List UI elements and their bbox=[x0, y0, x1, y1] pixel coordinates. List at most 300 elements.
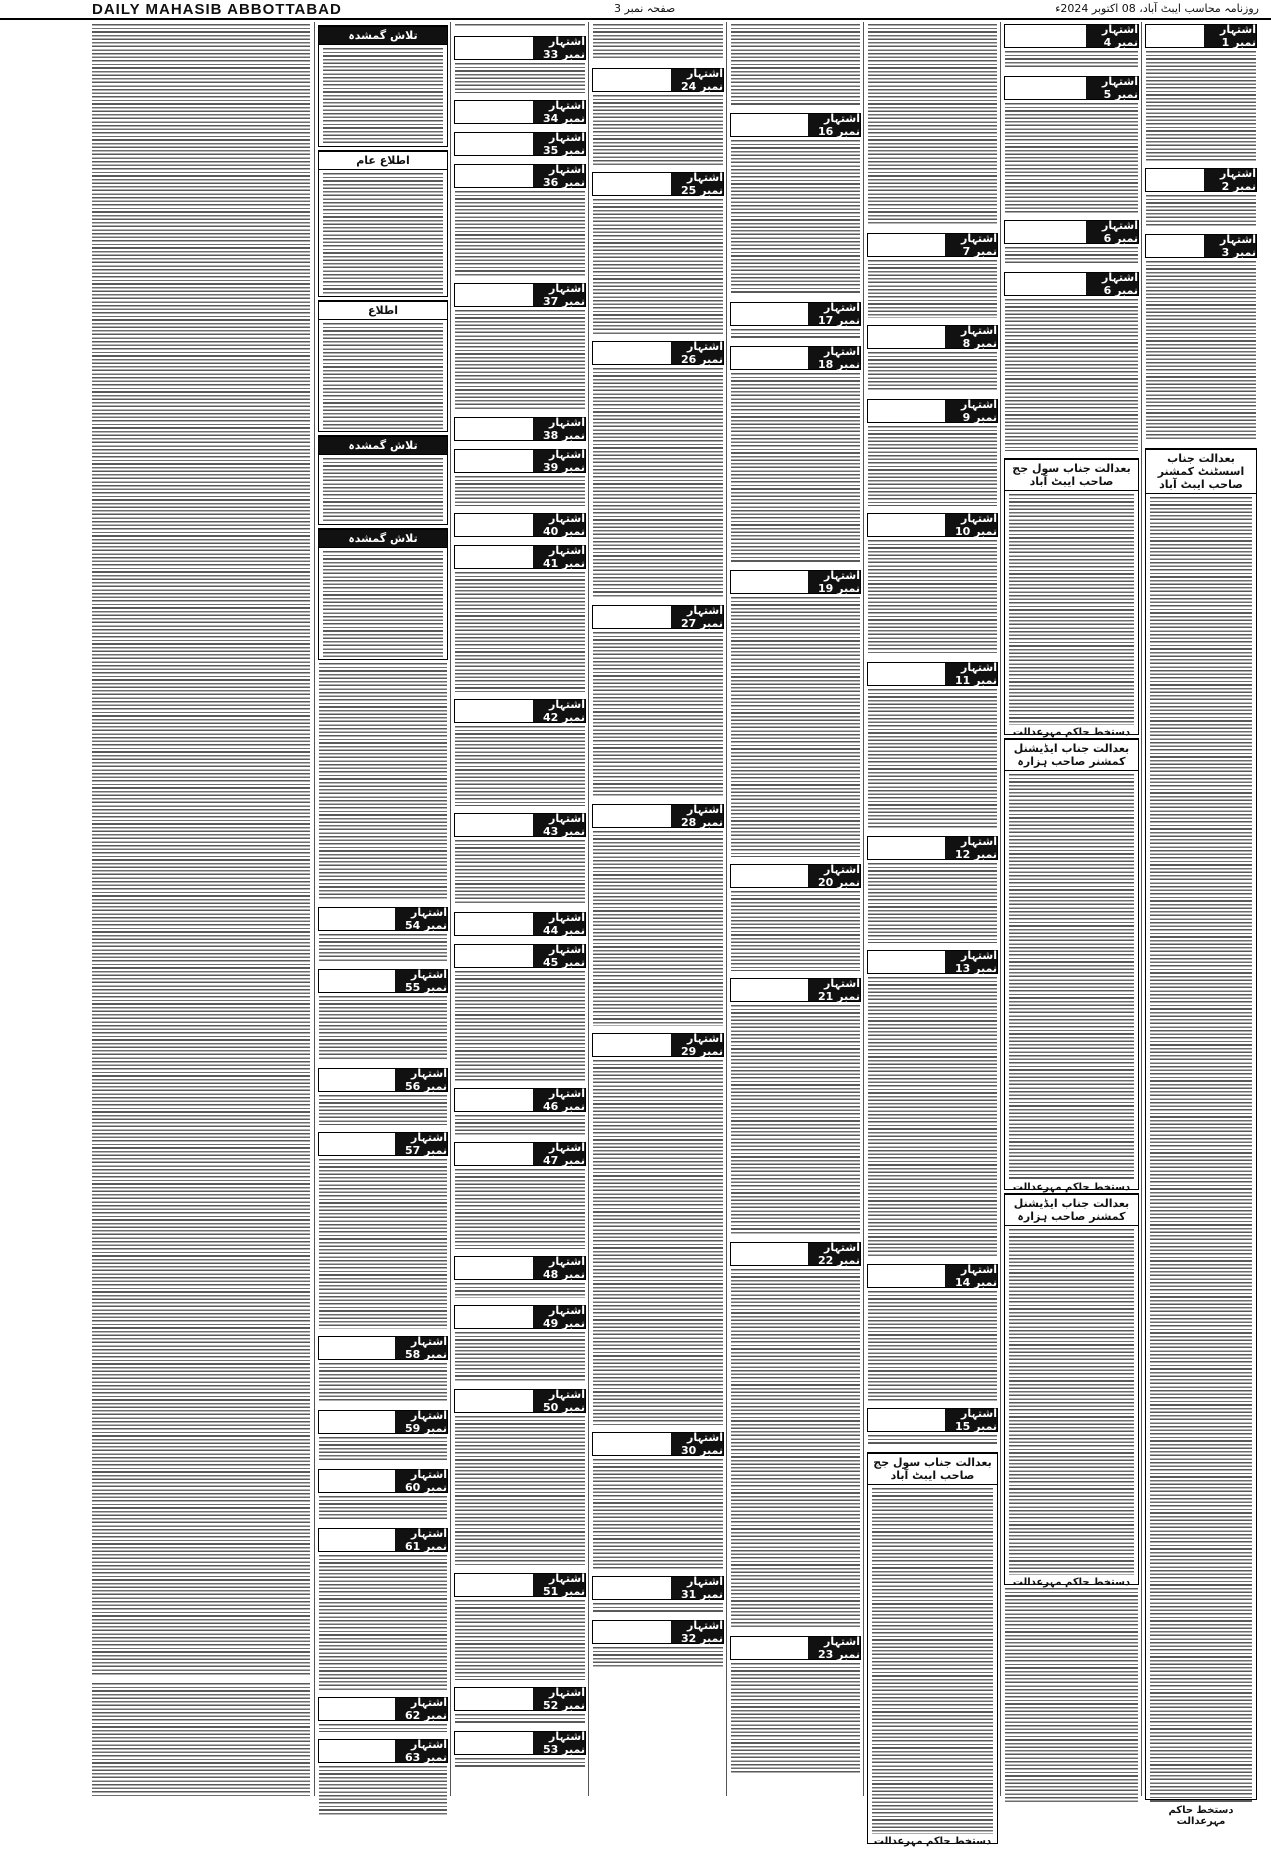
ad-number-label: اشتہار نمبر 34 bbox=[533, 101, 585, 123]
page-header bbox=[0, 0, 1271, 20]
ad-number-bar bbox=[318, 1697, 448, 1721]
notice-body-text bbox=[323, 323, 443, 429]
classified-ad bbox=[451, 36, 589, 96]
classified-ad bbox=[864, 662, 1001, 832]
body-text bbox=[731, 24, 860, 105]
notice-body-text bbox=[323, 458, 443, 522]
text-column-body bbox=[451, 24, 589, 32]
ad-number-bar bbox=[454, 513, 586, 537]
ad-number-label: اشتہار نمبر 53 bbox=[533, 1732, 585, 1754]
ad-number-label: اشتہار نمبر 10 bbox=[945, 514, 997, 536]
ad-body-text bbox=[319, 1724, 447, 1732]
ad-number-bar bbox=[1004, 220, 1139, 244]
notice-panel bbox=[318, 300, 448, 432]
ad-number-bar bbox=[730, 1242, 861, 1266]
classified-ad bbox=[451, 1389, 589, 1569]
ad-number-label: اشتہار نمبر 39 bbox=[533, 450, 585, 472]
classified-ad bbox=[315, 1410, 451, 1465]
ad-body-text bbox=[455, 1600, 585, 1680]
ad-body-text bbox=[455, 971, 585, 1081]
ad-body-text bbox=[1146, 261, 1256, 441]
ad-body-text bbox=[593, 1647, 723, 1667]
ad-number-label: اشتہار نمبر 30 bbox=[671, 1433, 723, 1455]
column-5 bbox=[588, 22, 727, 1796]
text-column-body bbox=[1001, 1588, 1142, 1808]
ad-number-label: اشتہار نمبر 42 bbox=[533, 700, 585, 722]
notice-title: بعدالت جناب سول جج صاحب ایبٹ آباد bbox=[1005, 459, 1138, 491]
classified-ad bbox=[589, 804, 727, 1029]
notice-title: تلاش گمشدہ bbox=[319, 26, 447, 45]
notice-body-text bbox=[323, 551, 443, 657]
ad-number-bar bbox=[1145, 234, 1257, 258]
ad-number-bar bbox=[454, 449, 586, 473]
ad-number-label: اشتہار نمبر 52 bbox=[533, 1688, 585, 1710]
notice-signature: دستخط حاکم مہرعدالت bbox=[1012, 727, 1131, 738]
notice-signature: دستخط حاکم مہرعدالت bbox=[1012, 1577, 1131, 1588]
notice-panel bbox=[1145, 448, 1257, 1827]
ad-body-text bbox=[319, 934, 447, 962]
ad-number-bar bbox=[592, 1432, 724, 1456]
column-2 bbox=[1000, 22, 1142, 1796]
ad-number-label: اشتہار نمبر 5 bbox=[1086, 77, 1138, 99]
classified-ad bbox=[451, 417, 589, 445]
classified-ad bbox=[451, 513, 589, 541]
ad-body-text bbox=[455, 191, 585, 276]
ad-number-bar bbox=[592, 605, 724, 629]
ad-number-bar bbox=[1004, 272, 1139, 296]
ad-number-label: اشتہار نمبر 33 bbox=[533, 37, 585, 59]
ad-number-bar bbox=[318, 969, 448, 993]
ad-number-label: اشتہار نمبر 43 bbox=[533, 814, 585, 836]
ad-number-label: اشتہار نمبر 21 bbox=[808, 979, 860, 1001]
ad-body-text bbox=[593, 632, 723, 797]
body-text bbox=[455, 24, 585, 28]
notice-panel bbox=[867, 1452, 998, 1847]
text-column-body bbox=[315, 663, 451, 903]
notice-panel bbox=[318, 435, 448, 525]
ad-body-text bbox=[319, 1159, 447, 1329]
classified-ad bbox=[727, 570, 864, 860]
text-column-body bbox=[88, 24, 314, 1679]
ad-number-bar bbox=[454, 36, 586, 60]
classified-ad bbox=[315, 1336, 451, 1406]
ad-body-text bbox=[868, 260, 997, 318]
ad-body-text bbox=[1005, 247, 1138, 265]
notice-title: بعدالت جناب سول جج صاحب ایبٹ آباد bbox=[868, 1453, 997, 1485]
ad-number-bar bbox=[454, 1573, 586, 1597]
ad-number-bar bbox=[454, 1687, 586, 1711]
ad-number-bar bbox=[592, 68, 724, 92]
classified-ad bbox=[589, 1620, 727, 1670]
ad-body-text bbox=[593, 368, 723, 598]
classified-ad bbox=[864, 513, 1001, 658]
ad-body-text bbox=[1146, 51, 1256, 161]
ad-number-bar bbox=[454, 164, 586, 188]
ad-number-label: اشتہار نمبر 51 bbox=[533, 1574, 585, 1596]
classified-ad bbox=[451, 100, 589, 128]
classified-ad bbox=[727, 302, 864, 342]
classified-ad bbox=[1142, 234, 1260, 444]
ad-number-bar bbox=[318, 1132, 448, 1156]
classified-ad bbox=[451, 1256, 589, 1301]
ad-body-text bbox=[868, 1291, 997, 1401]
notice-title: بعدالت جناب ایڈیشنل کمشنر صاحب ہزارہ bbox=[1005, 739, 1138, 771]
classified-ad bbox=[1001, 76, 1142, 216]
ad-body-text bbox=[593, 831, 723, 1026]
ad-number-label: اشتہار نمبر 63 bbox=[395, 1740, 447, 1762]
classified-ad bbox=[451, 1142, 589, 1252]
classified-ad bbox=[1142, 24, 1260, 164]
classified-ad bbox=[589, 68, 727, 168]
ad-body-text bbox=[319, 1095, 447, 1125]
ad-body-text bbox=[731, 140, 860, 295]
classified-ad bbox=[315, 1739, 451, 1819]
classified-ad bbox=[1142, 168, 1260, 230]
classified-ad bbox=[451, 545, 589, 695]
body-text bbox=[92, 1683, 310, 1798]
ad-body-text bbox=[593, 95, 723, 165]
classified-ad bbox=[451, 449, 589, 509]
ad-number-bar bbox=[454, 944, 586, 968]
notice-title: اطلاع عام bbox=[319, 151, 447, 170]
column-8 bbox=[88, 22, 314, 1796]
ad-number-label: اشتہار نمبر 61 bbox=[395, 1529, 447, 1551]
ad-body-text bbox=[319, 1496, 447, 1521]
ad-number-label: اشتہار نمبر 13 bbox=[945, 951, 997, 973]
notice-signature: دستخط حاکم مہرعدالت bbox=[873, 1836, 992, 1847]
classified-ad bbox=[451, 1731, 589, 1771]
ad-number-bar bbox=[730, 570, 861, 594]
classified-ad bbox=[451, 813, 589, 908]
classified-ad bbox=[1001, 272, 1142, 454]
ad-number-bar bbox=[318, 1410, 448, 1434]
ad-body-text bbox=[868, 352, 997, 392]
ad-number-label: اشتہار نمبر 54 bbox=[395, 908, 447, 930]
ad-number-bar bbox=[867, 1264, 998, 1288]
ad-number-bar bbox=[867, 233, 998, 257]
ad-body-text bbox=[593, 1459, 723, 1569]
ad-number-bar bbox=[867, 950, 998, 974]
ad-number-label: اشتہار نمبر 26 bbox=[671, 342, 723, 364]
classified-ad bbox=[315, 907, 451, 965]
ad-number-label: اشتہار نمبر 35 bbox=[533, 133, 585, 155]
classified-ad bbox=[727, 346, 864, 566]
body-text bbox=[92, 24, 310, 1675]
classified-ad bbox=[864, 1408, 1001, 1448]
ad-body-text bbox=[455, 63, 585, 93]
ad-number-bar bbox=[454, 545, 586, 569]
ad-number-bar bbox=[867, 513, 998, 537]
notice-title: اطلاع bbox=[319, 301, 447, 320]
notice-panel bbox=[1004, 458, 1139, 738]
ad-number-label: اشتہار نمبر 7 bbox=[945, 234, 997, 256]
ad-body-text bbox=[868, 540, 997, 655]
ad-number-label: اشتہار نمبر 25 bbox=[671, 173, 723, 195]
ad-number-label: اشتہار نمبر 46 bbox=[533, 1089, 585, 1111]
ad-number-bar bbox=[454, 912, 586, 936]
ad-number-label: اشتہار نمبر 50 bbox=[533, 1390, 585, 1412]
ad-number-bar bbox=[454, 813, 586, 837]
ad-body-text bbox=[455, 1283, 585, 1298]
ad-number-label: اشتہار نمبر 31 bbox=[671, 1577, 723, 1599]
ad-number-label: اشتہار نمبر 58 bbox=[395, 1337, 447, 1359]
ad-number-bar bbox=[454, 1389, 586, 1413]
ad-number-label: اشتہار نمبر 2 bbox=[1204, 169, 1256, 191]
ad-number-label: اشتہار نمبر 18 bbox=[808, 347, 860, 369]
ad-body-text bbox=[455, 310, 585, 410]
text-column-body bbox=[864, 24, 1001, 229]
ad-number-label: اشتہار نمبر 19 bbox=[808, 571, 860, 593]
ad-number-label: اشتہار نمبر 55 bbox=[395, 970, 447, 992]
notice-panel bbox=[318, 25, 448, 147]
column-7 bbox=[314, 22, 451, 1796]
ad-number-label: اشتہار نمبر 56 bbox=[395, 1069, 447, 1091]
notice-panel bbox=[1004, 738, 1139, 1193]
ad-number-label: اشتہار نمبر 22 bbox=[808, 1243, 860, 1265]
ad-body-text bbox=[455, 840, 585, 905]
ad-body-text bbox=[731, 1005, 860, 1235]
ad-number-bar bbox=[454, 100, 586, 124]
ad-number-label: اشتہار نمبر 29 bbox=[671, 1034, 723, 1056]
ad-number-bar bbox=[592, 1576, 724, 1600]
ad-body-text bbox=[455, 1758, 585, 1768]
ad-number-bar bbox=[592, 341, 724, 365]
ad-number-bar bbox=[867, 662, 998, 686]
ad-body-text bbox=[731, 891, 860, 971]
classified-ad bbox=[864, 399, 1001, 509]
ad-number-bar bbox=[1004, 76, 1139, 100]
ad-body-text bbox=[731, 373, 860, 563]
ad-number-bar bbox=[867, 836, 998, 860]
classified-ad bbox=[864, 1264, 1001, 1404]
dateline: روزنامہ محاسب ایبٹ آباد، 08 اکتوبر 2024ء bbox=[1055, 2, 1259, 15]
ad-number-bar bbox=[1145, 168, 1257, 192]
ad-number-label: اشتہار نمبر 3 bbox=[1204, 235, 1256, 257]
ad-body-text bbox=[319, 1766, 447, 1816]
ad-number-bar bbox=[318, 1528, 448, 1552]
ad-number-label: اشتہار نمبر 24 bbox=[671, 69, 723, 91]
ad-body-text bbox=[1005, 103, 1138, 213]
ad-number-bar bbox=[454, 283, 586, 307]
classified-ad bbox=[864, 233, 1001, 321]
column-6 bbox=[450, 22, 589, 1796]
ad-body-text bbox=[731, 329, 860, 339]
masthead: DAILY MAHASIB ABBOTTABAD bbox=[92, 1, 342, 18]
ad-number-bar bbox=[730, 302, 861, 326]
ad-body-text bbox=[731, 597, 860, 857]
classified-ad bbox=[727, 864, 864, 974]
ad-body-text bbox=[455, 1714, 585, 1724]
ad-number-bar bbox=[867, 1408, 998, 1432]
classified-ad bbox=[589, 1432, 727, 1572]
newspaper-page bbox=[88, 22, 1259, 1847]
classified-ad bbox=[1001, 24, 1142, 72]
ad-number-label: اشتہار نمبر 27 bbox=[671, 606, 723, 628]
ad-number-bar bbox=[1004, 24, 1139, 48]
ad-number-bar bbox=[318, 1739, 448, 1763]
ad-body-text bbox=[455, 572, 585, 692]
classified-ad bbox=[589, 1033, 727, 1428]
ad-body-text bbox=[1146, 195, 1256, 227]
classified-ad bbox=[315, 1132, 451, 1332]
ad-number-label: اشتہار نمبر 45 bbox=[533, 945, 585, 967]
notice-signature: دستخط حاکم مہرعدالت bbox=[1012, 1182, 1131, 1193]
ad-number-label: اشتہار نمبر 9 bbox=[945, 400, 997, 422]
ad-body-text bbox=[1005, 299, 1138, 451]
ad-number-label: اشتہار نمبر 62 bbox=[395, 1698, 447, 1720]
ad-number-bar bbox=[454, 1088, 586, 1112]
ad-number-bar bbox=[318, 1336, 448, 1360]
classified-ad bbox=[451, 1305, 589, 1385]
ad-body-text bbox=[1005, 51, 1138, 69]
notice-body-text bbox=[1009, 774, 1134, 1180]
ad-number-bar bbox=[592, 1033, 724, 1057]
classified-ad bbox=[451, 1687, 589, 1727]
ad-number-bar bbox=[318, 1068, 448, 1092]
ad-number-bar bbox=[454, 1305, 586, 1329]
ad-number-label: اشتہار نمبر 59 bbox=[395, 1411, 447, 1433]
classified-ad bbox=[315, 1068, 451, 1128]
ad-number-bar bbox=[454, 1256, 586, 1280]
column-3 bbox=[863, 22, 1001, 1847]
body-text bbox=[1005, 1588, 1138, 1804]
ad-body-text bbox=[455, 1332, 585, 1382]
classified-ad bbox=[315, 1697, 451, 1735]
ad-number-label: اشتہار نمبر 57 bbox=[395, 1133, 447, 1155]
ad-number-bar bbox=[592, 1620, 724, 1644]
classified-ad bbox=[451, 283, 589, 413]
ad-number-label: اشتہار نمبر 48 bbox=[533, 1257, 585, 1279]
ad-body-text bbox=[319, 1437, 447, 1462]
ad-number-bar bbox=[730, 113, 861, 137]
ad-body-text bbox=[319, 1555, 447, 1690]
notice-body-text bbox=[1150, 497, 1252, 1803]
classified-ad bbox=[315, 1528, 451, 1693]
ad-body-text bbox=[455, 476, 585, 506]
page-number: صفحہ نمبر 3 bbox=[614, 2, 676, 15]
ad-number-label: اشتہار نمبر 12 bbox=[945, 837, 997, 859]
ad-body-text bbox=[731, 1663, 860, 1773]
classified-ad bbox=[864, 836, 1001, 946]
classified-ad bbox=[451, 699, 589, 809]
ad-body-text bbox=[868, 1435, 997, 1445]
classified-ad bbox=[315, 969, 451, 1064]
classified-ad bbox=[589, 1576, 727, 1616]
ad-number-label: اشتہار نمبر 32 bbox=[671, 1621, 723, 1643]
ad-number-bar bbox=[592, 804, 724, 828]
ad-number-bar bbox=[730, 978, 861, 1002]
notice-title: بعدالت جناب ایڈیشنل کمشنر صاحب ہزارہ bbox=[1005, 1194, 1138, 1226]
notice-panel bbox=[318, 528, 448, 660]
classified-ad bbox=[451, 164, 589, 279]
ad-number-label: اشتہار نمبر 47 bbox=[533, 1143, 585, 1165]
ad-body-text bbox=[868, 863, 997, 943]
ad-number-bar bbox=[730, 346, 861, 370]
notice-body-text bbox=[1009, 1229, 1134, 1575]
notice-panel bbox=[318, 150, 448, 297]
ad-number-label: اشتہار نمبر 41 bbox=[533, 546, 585, 568]
ad-body-text bbox=[593, 1603, 723, 1613]
ad-number-bar bbox=[1145, 24, 1257, 48]
ad-number-bar bbox=[730, 1636, 861, 1660]
column-4 bbox=[726, 22, 864, 1796]
ad-body-text bbox=[868, 977, 997, 1257]
ad-body-text bbox=[455, 1416, 585, 1566]
ad-number-bar bbox=[318, 907, 448, 931]
ad-number-label: اشتہار نمبر 14 bbox=[945, 1265, 997, 1287]
ad-number-bar bbox=[454, 699, 586, 723]
ad-number-bar bbox=[867, 325, 998, 349]
classified-ad bbox=[589, 341, 727, 601]
body-text bbox=[868, 24, 997, 225]
ad-number-bar bbox=[454, 1142, 586, 1166]
ad-number-bar bbox=[454, 417, 586, 441]
classified-ad bbox=[1001, 220, 1142, 268]
ad-number-label: اشتہار نمبر 20 bbox=[808, 865, 860, 887]
ad-body-text bbox=[319, 996, 447, 1061]
ad-number-label: اشتہار نمبر 49 bbox=[533, 1306, 585, 1328]
text-column-body bbox=[727, 24, 864, 109]
ad-number-bar bbox=[730, 864, 861, 888]
column-1 bbox=[1141, 22, 1260, 1827]
body-text bbox=[319, 663, 447, 899]
classified-ad bbox=[589, 605, 727, 800]
notice-title: بعدالت جناب اسسٹنٹ کمشنر صاحب ایبٹ آباد bbox=[1146, 449, 1256, 494]
ad-number-label: اشتہار نمبر 16 bbox=[808, 114, 860, 136]
ad-number-label: اشتہار نمبر 37 bbox=[533, 284, 585, 306]
classified-ad bbox=[864, 325, 1001, 395]
ad-body-text bbox=[593, 1060, 723, 1425]
notice-body-text bbox=[1009, 494, 1134, 725]
ad-body-text bbox=[731, 1269, 860, 1629]
ad-number-bar bbox=[454, 1731, 586, 1755]
ad-body-text bbox=[593, 199, 723, 334]
ad-number-label: اشتہار نمبر 11 bbox=[945, 663, 997, 685]
classified-ad bbox=[727, 113, 864, 298]
ad-number-label: اشتہار نمبر 1 bbox=[1204, 25, 1256, 47]
ad-number-label: اشتہار نمبر 38 bbox=[533, 418, 585, 440]
classified-ad bbox=[451, 1573, 589, 1683]
ad-number-label: اشتہار نمبر 36 bbox=[533, 165, 585, 187]
classified-ad bbox=[451, 912, 589, 940]
classified-ad bbox=[451, 1088, 589, 1138]
ad-number-label: اشتہار نمبر 23 bbox=[808, 1637, 860, 1659]
ad-body-text bbox=[319, 1363, 447, 1403]
notice-title: تلاش گمشدہ bbox=[319, 436, 447, 455]
body-text bbox=[593, 24, 723, 60]
notice-signature: دستخط حاکم مہرعدالت bbox=[1168, 1805, 1234, 1827]
classified-ad bbox=[451, 132, 589, 160]
ad-number-label: اشتہار نمبر 4 bbox=[1086, 25, 1138, 47]
ad-body-text bbox=[868, 689, 997, 829]
notice-body-text bbox=[323, 48, 443, 144]
ad-number-label: اشتہار نمبر 17 bbox=[808, 303, 860, 325]
ad-number-label: اشتہار نمبر 44 bbox=[533, 913, 585, 935]
notice-body-text bbox=[323, 173, 443, 294]
ad-number-bar bbox=[318, 1469, 448, 1493]
ad-number-label: اشتہار نمبر 60 bbox=[395, 1470, 447, 1492]
text-column-body bbox=[88, 1683, 314, 1802]
classified-ad bbox=[727, 1636, 864, 1776]
ad-number-bar bbox=[867, 399, 998, 423]
classified-ad bbox=[315, 1469, 451, 1524]
ad-number-label: اشتہار نمبر 28 bbox=[671, 805, 723, 827]
classified-ad bbox=[727, 1242, 864, 1632]
classified-ad bbox=[864, 950, 1001, 1260]
ad-number-label: اشتہار نمبر 15 bbox=[945, 1409, 997, 1431]
ad-number-label: اشتہار نمبر 40 bbox=[533, 514, 585, 536]
text-column-body bbox=[589, 24, 727, 64]
